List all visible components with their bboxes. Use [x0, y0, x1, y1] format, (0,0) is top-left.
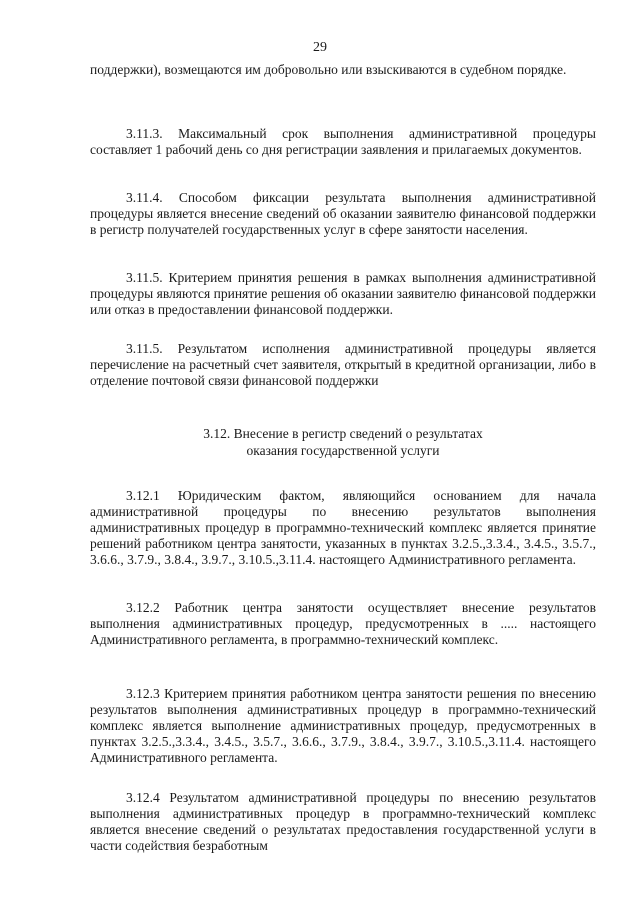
heading-line-2: оказания государственной услуги — [246, 443, 440, 458]
paragraph-3-12-3: 3.12.3 Критерием принятия работником центра занятости решения по внесению результатов выполнения административных процедур в программно-технический комплекс является выполнение административных процедур, предусмотренных в пунктах 3.2.5.,3.3.4., 3.4.5., 3.5.7., 3.6.6., 3.7.9., 3.8.4., 3.9.7., 3.10.5.,3.11.4. настоящего Административного регламента. — [90, 685, 596, 765]
heading-line-1: 3.12. Внесение в регистр сведений о результатах — [203, 426, 483, 441]
paragraph-intro: поддержки), возмещаются им добровольно или взыскиваются в судебном порядке. — [90, 61, 567, 77]
page-number: 29 — [313, 40, 327, 55]
paragraph-3-12-1: 3.12.1 Юридическим фактом, являющийся основанием для начала административной процедуры по внесению результатов выполнения административных процедур в программно-технический комплекс является принятие решений работником центра занятости, указанных в пунктах 3.2.5.,3.3.4., 3.4.5., 3.5.7., 3.6.6., 3.7.9., 3.8.4., 3.9.7., 3.10.5.,3.11.4. настоящего Административного регламента. — [90, 487, 596, 567]
paragraph-3-11-5-criterion: 3.11.5. Критерием принятия решения в рамках выполнения административной процедуры являются принятие решения об оказании заявителю финансовой поддержки или отказ в предоставлении финансовой поддержки. — [90, 269, 596, 317]
paragraph-3-11-3: 3.11.3. Максимальный срок выполнения административной процедуры составляет 1 рабочий день со дня регистрации заявления и прилагаемых документов. — [90, 125, 596, 157]
section-heading — [90, 425, 596, 459]
paragraph-3-11-4: 3.11.4. Способом фиксации результата выполнения административной процедуры является внесение сведений об оказании заявителю финансовой поддержки в регистр получателей государственных услуг в сфере занятости населения. — [90, 189, 596, 237]
paragraph-3-12-4: 3.12.4 Результатом административной процедуры по внесению результатов выполнения административных процедур в программно-технический комплекс является внесение сведений о результатах предоставления государственной услуги в части содействия безработным — [90, 789, 596, 853]
paragraph-3-12-2: 3.12.2 Работник центра занятости осуществляет внесение результатов выполнения административных процедур, предусмотренных в ..... настоящего Административного регламента, в программно-технический комплекс. — [90, 599, 596, 647]
paragraph-3-11-5-result: 3.11.5. Результатом исполнения административной процедуры является перечисление на расчетный счет заявителя, открытый в кредитной организации, либо в отделение почтовой связи финансовой поддержки — [90, 340, 596, 388]
